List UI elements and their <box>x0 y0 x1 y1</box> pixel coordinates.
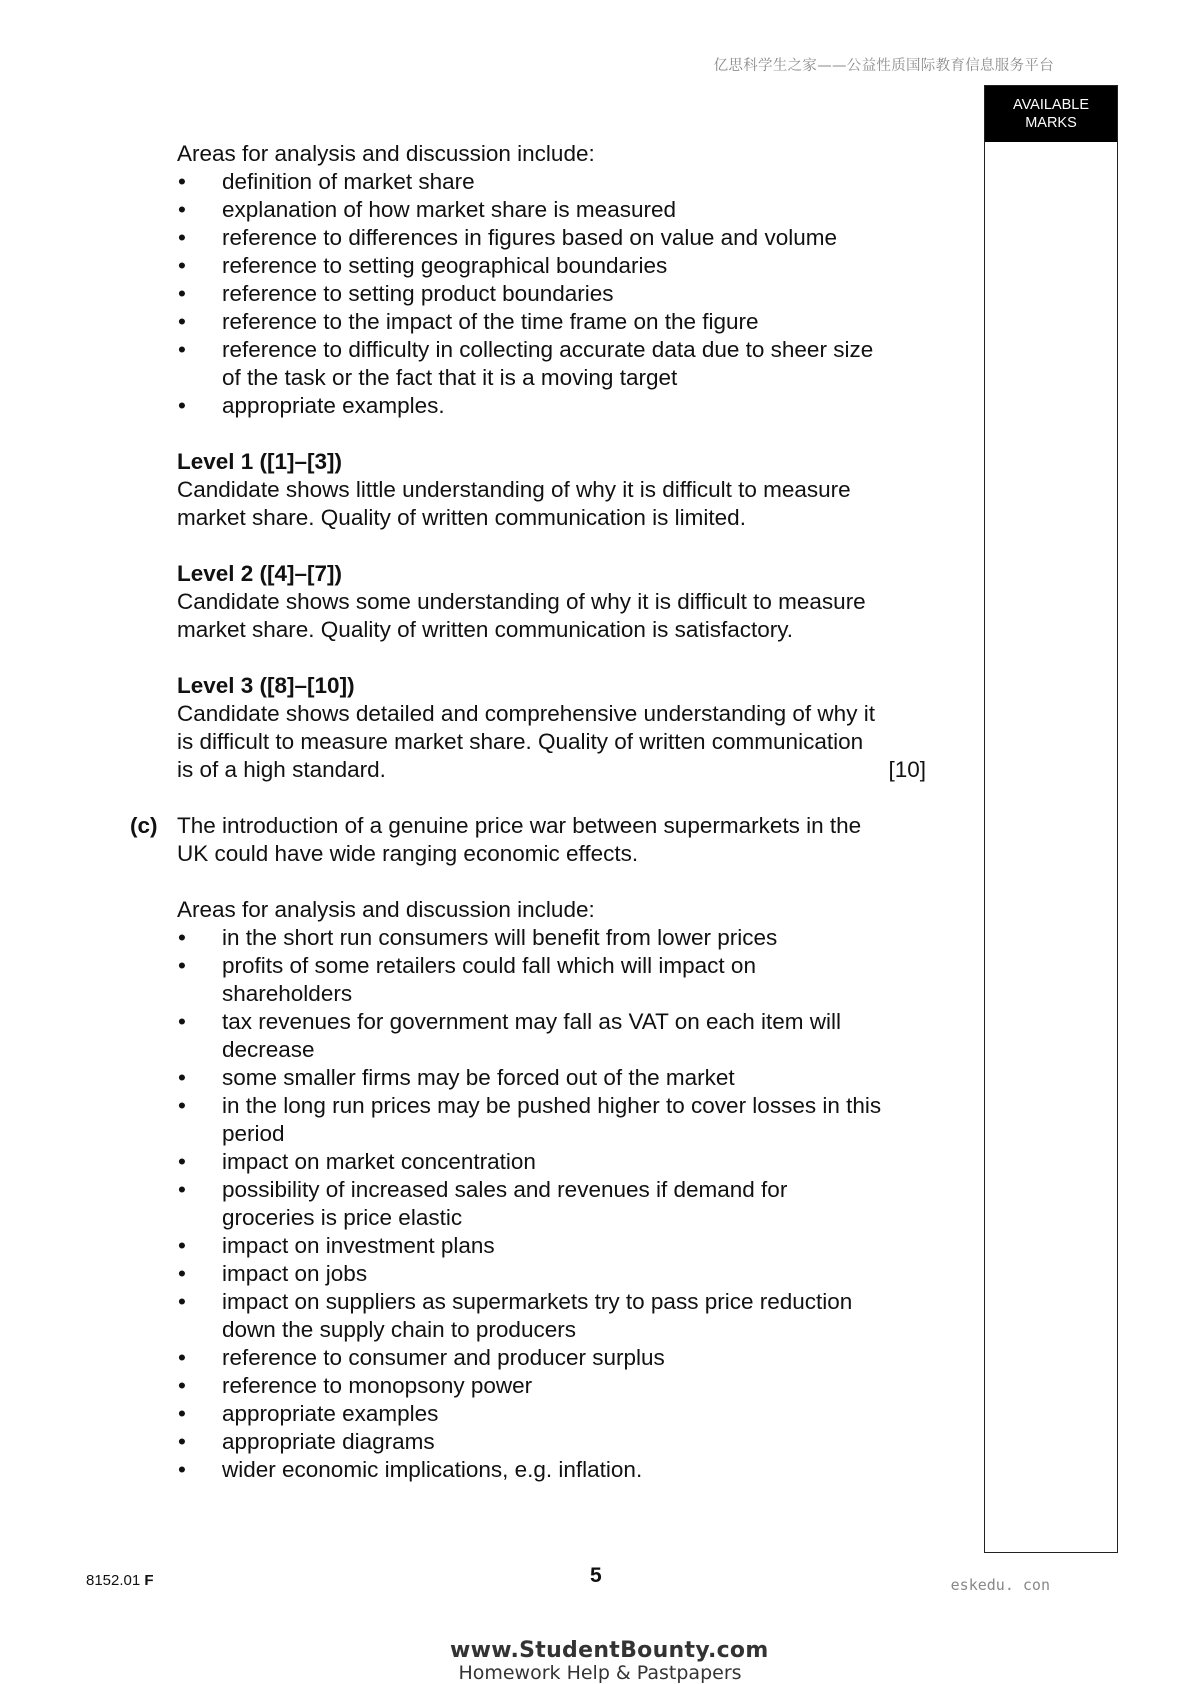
studentbounty-logo[interactable] <box>450 1638 769 1684</box>
bullet-glyph: • <box>178 1261 186 1286</box>
section-c-intro: Areas for analysis and discussion include: <box>177 897 595 922</box>
list-item: • appropriate diagrams <box>178 1429 435 1454</box>
level-3-text: is difficult to measure market share. Quality of written communication <box>177 729 864 754</box>
list-item: • reference to differences in figures based on value and volume <box>178 225 837 250</box>
logo-url: www.StudentBounty.com <box>450 1638 769 1663</box>
list-item: • reference to difficulty in collecting accurate data due to sheer size <box>178 337 874 362</box>
question-label: (c) <box>130 813 158 838</box>
level-2-text: market share. Quality of written communication is satisfactory. <box>177 617 794 642</box>
bullet-glyph: • <box>178 393 186 418</box>
list-item: • in the short run consumers will benefit from lower prices <box>178 925 778 950</box>
paper-code: 8152.01 F <box>86 1572 154 1589</box>
bullet-glyph: • <box>178 281 186 306</box>
level-3-title: Level 3 ([8]–[10]) <box>177 673 355 698</box>
list-item: • explanation of how market share is measured <box>178 197 676 222</box>
bullet-glyph: • <box>178 1149 186 1174</box>
list-item: • tax revenues for government may fall as VAT on each item will <box>178 1009 842 1034</box>
list-item: • appropriate examples. <box>178 393 445 418</box>
question-c-continuation: UK could have wide ranging economic effects. <box>177 841 639 866</box>
list-item: • in the long run prices may be pushed higher to cover losses in this <box>178 1093 882 1118</box>
bullet-glyph: • <box>178 1345 186 1370</box>
list-item-continuation: groceries is price elastic <box>222 1205 463 1230</box>
marks-header-line2: MARKS <box>1025 115 1077 131</box>
list-item: • reference to consumer and producer surplus <box>178 1345 665 1370</box>
logo-tagline: Homework Help & Pastpapers <box>458 1662 742 1684</box>
bullet-glyph: • <box>178 225 186 250</box>
list-item: • impact on jobs <box>178 1261 368 1286</box>
bullet-glyph: • <box>178 953 186 978</box>
bullet-glyph: • <box>178 1401 186 1426</box>
list-item: • impact on investment plans <box>178 1233 495 1258</box>
available-marks-column <box>984 85 1118 1553</box>
list-item: • wider economic implications, e.g. inflation. <box>178 1457 643 1482</box>
page-number: 5 <box>590 1564 602 1587</box>
list-item: • reference to setting product boundaries <box>178 281 614 306</box>
bullet-glyph: • <box>178 1429 186 1454</box>
level-2-title: Level 2 ([4]–[7]) <box>177 561 343 586</box>
paper-code-suffix: F <box>144 1572 154 1589</box>
bullet-glyph: • <box>178 1373 186 1398</box>
list-item-continuation: of the task or the fact that it is a moving target <box>222 365 678 390</box>
bullet-glyph: • <box>178 337 186 362</box>
list-item-continuation: decrease <box>222 1037 315 1062</box>
list-item: • some smaller firms may be forced out of the market <box>178 1065 735 1090</box>
list-item: • impact on market concentration <box>178 1149 536 1174</box>
marks-header-line1: AVAILABLE <box>1012 97 1090 113</box>
level-2-text: Candidate shows some understanding of why it is difficult to measure <box>177 589 866 614</box>
level-3-text: Candidate shows detailed and comprehensive understanding of why it <box>177 701 875 726</box>
bullet-glyph: • <box>178 1457 186 1482</box>
bullet-glyph: • <box>178 1177 186 1202</box>
bullet-glyph: • <box>178 1093 186 1118</box>
list-item: • definition of market share <box>178 169 475 194</box>
bullet-glyph: • <box>178 309 186 334</box>
list-item: • profits of some retailers could fall which will impact on <box>178 953 756 978</box>
bullet-glyph: • <box>178 253 186 278</box>
list-item: • reference to monopsony power <box>178 1373 533 1398</box>
list-item-continuation: shareholders <box>222 981 353 1006</box>
header-watermark: 亿思科学生之家——公益性质国际教育信息服务平台 <box>713 58 1054 74</box>
bullet-glyph: • <box>178 1065 186 1090</box>
bullet-glyph: • <box>178 1009 186 1034</box>
section-b-intro: Areas for analysis and discussion include: <box>177 141 595 166</box>
level-1-text: Candidate shows little understanding of why it is difficult to measure <box>177 477 851 502</box>
list-item: • impact on suppliers as supermarkets try to pass price reduction <box>178 1289 853 1314</box>
bullet-glyph: • <box>178 1233 186 1258</box>
site-watermark: eskedu. con <box>950 1576 1050 1594</box>
list-item-continuation: period <box>222 1121 285 1146</box>
level-1-title: Level 1 ([1]–[3]) <box>177 449 343 474</box>
list-item: • possibility of increased sales and revenues if demand for <box>178 1177 788 1202</box>
list-item-continuation: down the supply chain to producers <box>222 1317 576 1342</box>
bullet-glyph: • <box>178 169 186 194</box>
marks-total: [10] <box>888 757 926 782</box>
mark-scheme-content <box>0 140 940 1484</box>
bullet-glyph: • <box>178 197 186 222</box>
list-item: • reference to setting geographical boundaries <box>178 253 668 278</box>
available-marks-header <box>985 86 1117 142</box>
list-item: • reference to the impact of the time frame on the figure <box>178 309 759 334</box>
level-3-text: is of a high standard. [10] <box>177 757 926 782</box>
level-1-text: market share. Quality of written communication is limited. <box>177 505 746 530</box>
question-c: (c) The introduction of a genuine price war between supermarkets in the <box>130 813 862 838</box>
bullet-glyph: • <box>178 925 186 950</box>
list-item: • appropriate examples <box>178 1401 439 1426</box>
bullet-glyph: • <box>178 1289 186 1314</box>
